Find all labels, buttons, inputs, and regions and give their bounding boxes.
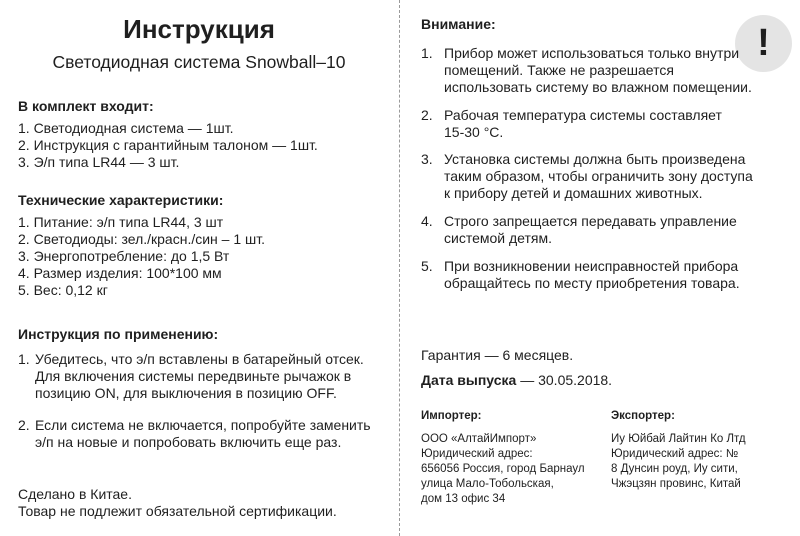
attention-line: использовать систему во влажном помещении.	[444, 79, 752, 95]
release-date	[421, 372, 612, 389]
exporter-line: 8 Дунсин роуд, Иу сити,	[611, 463, 738, 475]
importer-line: дом 13 офис 34	[421, 493, 506, 505]
usage-line: Убедитесь, что э/п вставлены в батарейный отсек.	[35, 351, 364, 367]
spec-item: 3. Энергопотребление: до 1,5 Вт	[18, 248, 230, 264]
usage-line: Если система не включается, попробуйте заменить	[35, 417, 371, 433]
importer-line: 656056 Россия, город Барнаул	[421, 463, 585, 475]
importer-line: Юридический адрес:	[421, 448, 533, 460]
attention-number: 5.	[421, 258, 433, 274]
importer-line: улица Мало-Тобольская,	[421, 478, 554, 490]
warranty-text: Гарантия — 6 месяцев.	[421, 347, 574, 363]
exporter-line: Иу Юйбай Лайтин Ко Лтд	[611, 433, 746, 445]
document-subtitle: Светодиодная система Snowball–10	[52, 52, 346, 72]
release-date-label: Дата выпуска	[421, 372, 517, 388]
attention-line: Рабочая температура системы составляет	[444, 107, 722, 123]
center-dashed-divider	[399, 0, 400, 536]
attention-line: 15-30 °С.	[444, 124, 504, 140]
spec-item: 5. Вес: 0,12 кг	[18, 282, 108, 298]
spec-item: 1. Питание: э/п типа LR44, 3 шт	[18, 214, 224, 230]
attention-line: Строго запрещается передавать управление	[444, 213, 737, 229]
certification-text: Товар не подлежит обязательной сертификации.	[18, 503, 337, 519]
usage-line: позицию ON, для выключения в позицию OFF.	[35, 385, 337, 401]
attention-number: 4.	[421, 213, 433, 229]
spec-item: 2. Светодиоды: зел./красн./син – 1 шт.	[18, 231, 266, 247]
attention-number: 3.	[421, 151, 433, 167]
usage-heading: Инструкция по применению:	[18, 326, 219, 342]
attention-line: к прибору детей и домашних животных.	[444, 185, 703, 201]
kit-item: 3. Э/п типа LR44 — 3 шт.	[18, 154, 180, 170]
exclamation-warning-icon: !	[735, 15, 792, 72]
usage-number: 2.	[18, 417, 30, 433]
importer-line: ООО «АлтайИмпорт»	[421, 433, 537, 445]
attention-line: помещений. Также не разрешается	[444, 62, 674, 78]
spec-item: 4. Размер изделия: 100*100 мм	[18, 265, 222, 281]
specs-heading: Технические характеристики:	[18, 192, 224, 208]
attention-number: 2.	[421, 107, 433, 123]
attention-line: Прибор может использоваться только внутри	[444, 45, 740, 61]
exporter-line: Чжэцзян провинс, Китай	[611, 478, 741, 490]
attention-number: 1.	[421, 45, 433, 61]
kit-item: 1. Светодиодная система — 1шт.	[18, 120, 234, 136]
exporter-line: Юридический адрес: №	[611, 448, 739, 460]
document-title: Инструкция	[123, 14, 275, 44]
kit-item: 2. Инструкция с гарантийным талоном — 1шт.	[18, 137, 318, 153]
attention-line: обращайтесь по месту приобретения товара.	[444, 275, 740, 291]
kit-heading: В комплект входит:	[18, 98, 154, 114]
usage-line: Для включения системы передвиньте рычажок в	[35, 368, 352, 384]
made-in-text: Сделано в Китае.	[18, 486, 132, 502]
usage-line: э/п на новые и попробовать включить еще раз.	[35, 434, 342, 450]
importer-heading: Импортер:	[421, 410, 482, 422]
attention-line: таким образом, чтобы ограничить зону доступа	[444, 168, 753, 184]
attention-line: Установка системы должна быть произведена	[444, 151, 746, 167]
release-date-value: — 30.05.2018.	[516, 372, 613, 388]
attention-heading: Внимание:	[421, 16, 496, 32]
attention-line: При возникновении неисправностей прибора	[444, 258, 739, 274]
attention-line: системой детям.	[444, 230, 552, 246]
usage-number: 1.	[18, 351, 30, 367]
exporter-heading: Экспортер:	[611, 410, 675, 422]
